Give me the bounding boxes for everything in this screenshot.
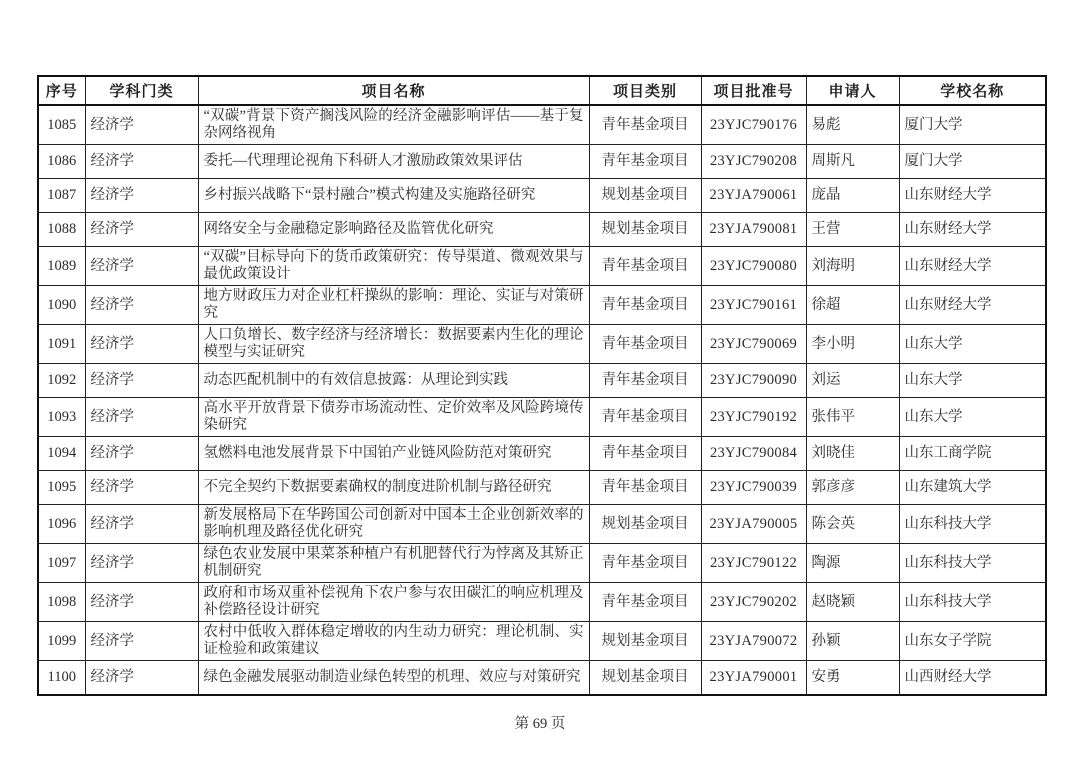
table-row [38, 398, 1046, 437]
cell-school: 山东大学 [899, 398, 1046, 437]
cell-school: 山东科技大学 [899, 544, 1046, 583]
cell-project-title: 农村中低收入群体稳定增收的内生动力研究：理论机制、实证检验和政策建议 [198, 622, 589, 661]
cell-grant-number: 23YJC790161 [701, 286, 806, 325]
cell-project-title: 委托—代理理论视角下科研人才激励政策效果评估 [198, 145, 589, 179]
cell-project-title: 地方财政压力对企业杠杆操纵的影响：理论、实证与对策研究 [198, 286, 589, 325]
table-row [38, 213, 1046, 247]
table-body [38, 105, 1046, 695]
cell-discipline: 经济学 [85, 437, 198, 471]
cell-project-category: 青年基金项目 [589, 471, 701, 505]
cell-serial-number: 1088 [38, 213, 85, 247]
cell-discipline: 经济学 [85, 583, 198, 622]
cell-discipline: 经济学 [85, 398, 198, 437]
column-header-applicant: 申请人 [806, 76, 899, 105]
cell-applicant: 孙颖 [806, 622, 899, 661]
cell-serial-number: 1097 [38, 544, 85, 583]
cell-serial-number: 1092 [38, 364, 85, 398]
cell-project-title: 人口负增长、数字经济与经济增长：数据要素内生化的理论模型与实证研究 [198, 325, 589, 364]
cell-school: 厦门大学 [899, 105, 1046, 145]
cell-applicant: 徐超 [806, 286, 899, 325]
cell-project-title: “双碳”背景下资产搁浅风险的经济金融影响评估——基于复杂网络视角 [198, 105, 589, 145]
cell-applicant: 赵晓颖 [806, 583, 899, 622]
cell-school: 山东大学 [899, 364, 1046, 398]
cell-serial-number: 1094 [38, 437, 85, 471]
cell-applicant: 庞晶 [806, 179, 899, 213]
page-number: 第 69 页 [514, 716, 566, 732]
table-row [38, 661, 1046, 695]
cell-discipline: 经济学 [85, 364, 198, 398]
cell-discipline: 经济学 [85, 286, 198, 325]
cell-grant-number: 23YJA790001 [701, 661, 806, 695]
cell-applicant: 刘运 [806, 364, 899, 398]
cell-project-category: 规划基金项目 [589, 179, 701, 213]
cell-project-category: 青年基金项目 [589, 364, 701, 398]
cell-project-category: 规划基金项目 [589, 661, 701, 695]
cell-project-category: 规划基金项目 [589, 505, 701, 544]
cell-project-category: 青年基金项目 [589, 437, 701, 471]
cell-serial-number: 1095 [38, 471, 85, 505]
cell-project-category: 规划基金项目 [589, 622, 701, 661]
table-row [38, 583, 1046, 622]
table-row [38, 364, 1046, 398]
cell-school: 厦门大学 [899, 145, 1046, 179]
cell-discipline: 经济学 [85, 145, 198, 179]
cell-project-title: 动态匹配机制中的有效信息披露：从理论到实践 [198, 364, 589, 398]
cell-discipline: 经济学 [85, 105, 198, 145]
column-header-grant_no: 项目批准号 [701, 76, 806, 105]
cell-school: 山东科技大学 [899, 583, 1046, 622]
cell-applicant: 李小明 [806, 325, 899, 364]
cell-applicant: 周斯凡 [806, 145, 899, 179]
cell-discipline: 经济学 [85, 544, 198, 583]
column-header-no: 序号 [38, 76, 85, 105]
column-header-school: 学校名称 [899, 76, 1046, 105]
cell-project-title: 乡村振兴战略下“景村融合”模式构建及实施路径研究 [198, 179, 589, 213]
cell-project-title: 网络安全与金融稳定影响路径及监管优化研究 [198, 213, 589, 247]
cell-applicant: 刘晓佳 [806, 437, 899, 471]
table-row [38, 544, 1046, 583]
cell-project-category: 青年基金项目 [589, 145, 701, 179]
cell-discipline: 经济学 [85, 247, 198, 286]
table-row [38, 247, 1046, 286]
cell-discipline: 经济学 [85, 622, 198, 661]
cell-grant-number: 23YJC790080 [701, 247, 806, 286]
cell-project-category: 青年基金项目 [589, 247, 701, 286]
column-header-title: 项目名称 [198, 76, 589, 105]
cell-serial-number: 1086 [38, 145, 85, 179]
table-header [38, 76, 1046, 105]
cell-serial-number: 1089 [38, 247, 85, 286]
cell-serial-number: 1093 [38, 398, 85, 437]
cell-discipline: 经济学 [85, 505, 198, 544]
cell-serial-number: 1085 [38, 105, 85, 145]
cell-applicant: 陶源 [806, 544, 899, 583]
cell-discipline: 经济学 [85, 179, 198, 213]
cell-applicant: 王营 [806, 213, 899, 247]
cell-grant-number: 23YJC790208 [701, 145, 806, 179]
column-header-category: 项目类别 [589, 76, 701, 105]
cell-project-title: 不完全契约下数据要素确权的制度进阶机制与路径研究 [198, 471, 589, 505]
cell-project-category: 规划基金项目 [589, 213, 701, 247]
cell-grant-number: 23YJA790005 [701, 505, 806, 544]
cell-project-title: 政府和市场双重补偿视角下农户参与农田碳汇的响应机理及补偿路径设计研究 [198, 583, 589, 622]
cell-school: 山东工商学院 [899, 437, 1046, 471]
cell-discipline: 经济学 [85, 661, 198, 695]
cell-project-category: 青年基金项目 [589, 583, 701, 622]
cell-serial-number: 1087 [38, 179, 85, 213]
cell-grant-number: 23YJC790122 [701, 544, 806, 583]
projects-table [37, 75, 1047, 696]
cell-grant-number: 23YJC790192 [701, 398, 806, 437]
cell-grant-number: 23YJC790069 [701, 325, 806, 364]
cell-school: 山东大学 [899, 325, 1046, 364]
table-row [38, 471, 1046, 505]
table-row [38, 437, 1046, 471]
cell-project-title: 氢燃料电池发展背景下中国铂产业链风险防范对策研究 [198, 437, 589, 471]
cell-serial-number: 1090 [38, 286, 85, 325]
table-header-row [38, 76, 1046, 105]
cell-applicant: 安勇 [806, 661, 899, 695]
cell-applicant: 郭彦彦 [806, 471, 899, 505]
cell-discipline: 经济学 [85, 325, 198, 364]
table-row [38, 179, 1046, 213]
table-row [38, 105, 1046, 145]
table-row [38, 325, 1046, 364]
cell-grant-number: 23YJC790176 [701, 105, 806, 145]
cell-project-title: “双碳”目标导向下的货币政策研究：传导渠道、微观效果与最优政策设计 [198, 247, 589, 286]
cell-serial-number: 1100 [38, 661, 85, 695]
cell-project-category: 青年基金项目 [589, 105, 701, 145]
cell-project-category: 青年基金项目 [589, 325, 701, 364]
cell-grant-number: 23YJC790090 [701, 364, 806, 398]
cell-grant-number: 23YJC790084 [701, 437, 806, 471]
cell-project-title: 新发展格局下在华跨国公司创新对中国本土企业创新效率的影响机理及路径优化研究 [198, 505, 589, 544]
cell-school: 山东建筑大学 [899, 471, 1046, 505]
cell-project-category: 青年基金项目 [589, 544, 701, 583]
cell-serial-number: 1098 [38, 583, 85, 622]
cell-project-title: 绿色农业发展中果菜茶种植户有机肥替代行为悖离及其矫正机制研究 [198, 544, 589, 583]
table-row [38, 505, 1046, 544]
table-row [38, 286, 1046, 325]
cell-school: 山西财经大学 [899, 661, 1046, 695]
cell-discipline: 经济学 [85, 213, 198, 247]
cell-serial-number: 1099 [38, 622, 85, 661]
cell-grant-number: 23YJA790081 [701, 213, 806, 247]
column-header-discipline: 学科门类 [85, 76, 198, 105]
cell-grant-number: 23YJC790202 [701, 583, 806, 622]
cell-school: 山东科技大学 [899, 505, 1046, 544]
cell-applicant: 张伟平 [806, 398, 899, 437]
cell-project-category: 青年基金项目 [589, 398, 701, 437]
cell-school: 山东财经大学 [899, 179, 1046, 213]
cell-discipline: 经济学 [85, 471, 198, 505]
cell-school: 山东财经大学 [899, 213, 1046, 247]
cell-applicant: 刘海明 [806, 247, 899, 286]
table-row [38, 622, 1046, 661]
cell-serial-number: 1096 [38, 505, 85, 544]
cell-applicant: 陈会英 [806, 505, 899, 544]
cell-grant-number: 23YJC790039 [701, 471, 806, 505]
cell-grant-number: 23YJA790061 [701, 179, 806, 213]
cell-school: 山东财经大学 [899, 286, 1046, 325]
table-row [38, 145, 1046, 179]
cell-grant-number: 23YJA790072 [701, 622, 806, 661]
cell-project-title: 绿色金融发展驱动制造业绿色转型的机理、效应与对策研究 [198, 661, 589, 695]
cell-project-title: 高水平开放背景下债券市场流动性、定价效率及风险跨境传染研究 [198, 398, 589, 437]
cell-applicant: 易彪 [806, 105, 899, 145]
cell-project-category: 青年基金项目 [589, 286, 701, 325]
cell-school: 山东财经大学 [899, 247, 1046, 286]
cell-school: 山东女子学院 [899, 622, 1046, 661]
cell-serial-number: 1091 [38, 325, 85, 364]
